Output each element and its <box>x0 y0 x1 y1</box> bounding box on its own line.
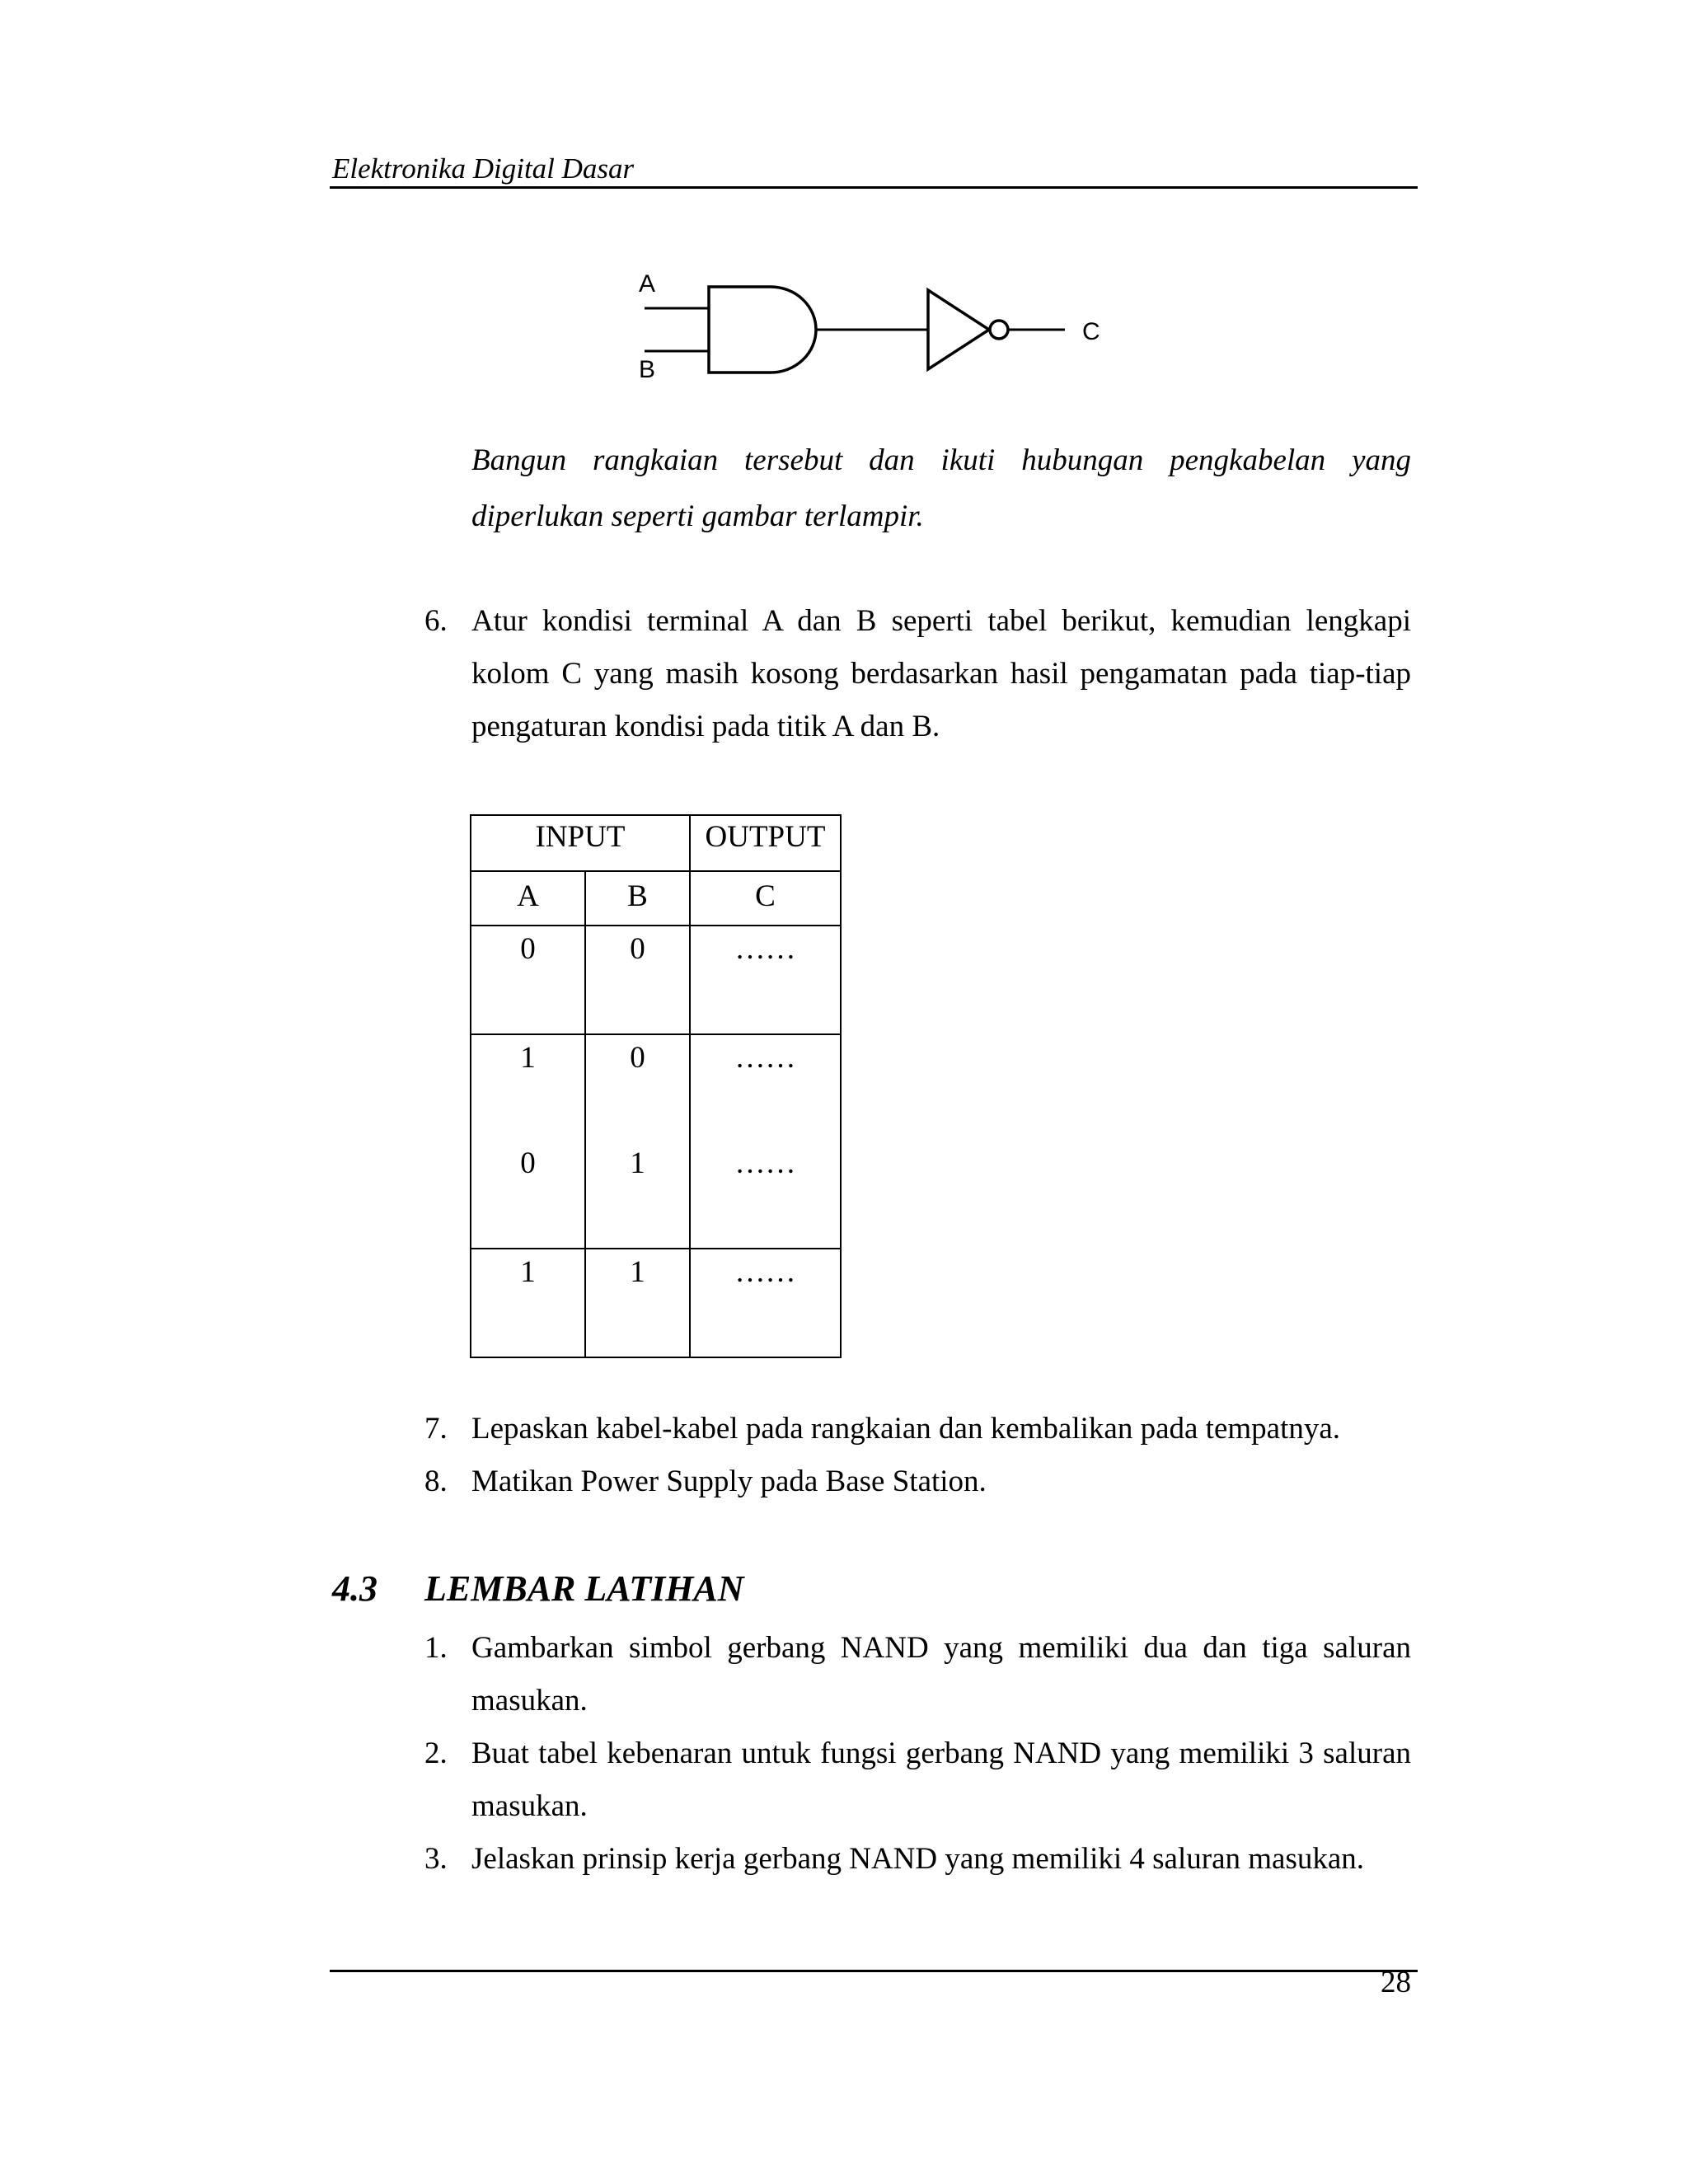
cell-c-blank: …… <box>690 926 841 1034</box>
step-8-text: Matikan Power Supply pada Base Station. <box>471 1465 987 1498</box>
input-header: INPUT <box>471 815 690 871</box>
exercise-3-number: 3. <box>424 1842 448 1876</box>
output-c-label: C <box>1082 318 1100 345</box>
step-8-number: 8. <box>424 1465 448 1498</box>
cell-c-blank: …… <box>734 1146 796 1180</box>
column-label-row <box>471 871 841 926</box>
cell-c <box>690 1034 841 1249</box>
table-row <box>471 926 841 1034</box>
input-b-label: B <box>639 356 656 383</box>
diagram-caption-line-2: diperlukan seperti gambar terlampir. <box>471 499 924 533</box>
footer-rule <box>330 1970 1418 1972</box>
column-a-label: A <box>471 871 585 926</box>
step-6-line-3: pengaturan kondisi pada titik A dan B. <box>471 710 940 743</box>
and-gate-symbol <box>709 287 816 373</box>
table-header-row <box>471 815 841 871</box>
header-rule <box>330 186 1418 189</box>
cell-c-blank: …… <box>690 1249 841 1357</box>
step-6-line-1: Atur kondisi terminal A dan B seperti tabel berikut, kemudian lengkapi <box>471 604 1411 638</box>
input-a-label: A <box>639 272 656 298</box>
inversion-bubble <box>990 321 1008 339</box>
exercise-1-line-1: Gambarkan simbol gerbang NAND yang memiliki dua dan tiga saluran <box>471 1631 1411 1665</box>
column-c-label: C <box>690 871 841 926</box>
output-header: OUTPUT <box>690 815 841 871</box>
exercise-2-number: 2. <box>424 1736 448 1770</box>
cell-b-value: 0 <box>630 1041 645 1075</box>
step-7-number: 7. <box>424 1412 448 1446</box>
cell-a <box>471 1034 585 1249</box>
diagram-caption-line-1: Bangun rangkaian tersebut dan ikuti hubungan pengkabelan yang <box>471 443 1411 477</box>
cell-b <box>585 1034 690 1249</box>
cell-a: 0 <box>471 926 585 1034</box>
section-number: 4.3 <box>332 1568 377 1609</box>
step-6-line-2: kolom C yang masih kosong berdasarkan hasil pengamatan pada tiap-tiap <box>471 657 1411 691</box>
logic-circuit-diagram <box>610 272 1121 387</box>
exercise-1-line-2: masukan. <box>471 1684 588 1718</box>
step-6-number: 6. <box>424 604 448 638</box>
cell-c-blank: …… <box>734 1041 796 1075</box>
column-b-label: B <box>585 871 690 926</box>
not-gate-symbol <box>928 290 989 369</box>
table-row <box>471 1249 841 1357</box>
exercise-1-number: 1. <box>424 1631 448 1665</box>
truth-table <box>470 814 842 1358</box>
exercise-2-line-2: masukan. <box>471 1789 588 1823</box>
running-header: Elektronika Digital Dasar <box>332 152 635 185</box>
cell-a-value: 1 <box>520 1041 536 1075</box>
cell-b-value: 1 <box>630 1146 645 1180</box>
cell-a: 1 <box>471 1249 585 1357</box>
page-number: 28 <box>1381 1966 1411 1999</box>
step-7-text: Lepaskan kabel-kabel pada rangkaian dan kembalikan pada tempatnya. <box>471 1412 1341 1446</box>
cell-b: 0 <box>585 926 690 1034</box>
table-row <box>471 1034 841 1249</box>
exercise-3-line-1: Jelaskan prinsip kerja gerbang NAND yang memiliki 4 saluran masukan. <box>471 1842 1365 1876</box>
cell-b: 1 <box>585 1249 690 1357</box>
section-title: LEMBAR LATIHAN <box>424 1568 744 1609</box>
exercise-2-line-1: Buat tabel kebenaran untuk fungsi gerbang NAND yang memiliki 3 saluran <box>471 1736 1411 1770</box>
cell-a-value: 0 <box>520 1146 536 1180</box>
